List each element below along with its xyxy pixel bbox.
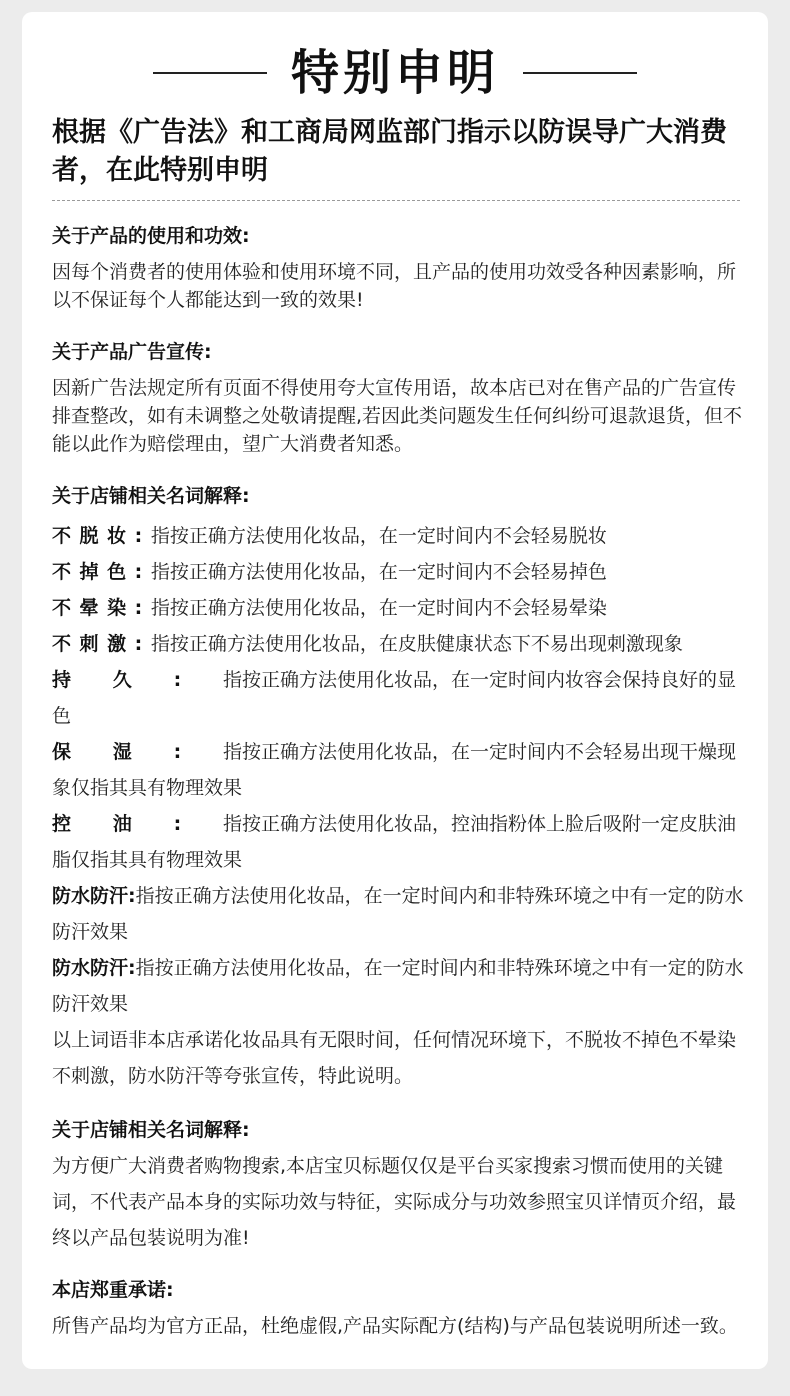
title-right-line xyxy=(523,72,637,74)
term-text: 指按正确方法使用化妆品，在一定时间内不会轻易出现干燥现象仅指其具有物理效果 xyxy=(52,741,737,799)
term-item xyxy=(52,662,747,734)
title-row xyxy=(22,38,768,108)
term-label: 保湿: xyxy=(52,741,223,763)
statement-card xyxy=(22,12,768,1369)
section-body: 所售产品均为官方正品，杜绝虚假,产品实际配方(结构)与产品包装说明所述一致。 xyxy=(52,1315,738,1337)
terms-notice: 以上词语非本店承诺化妆品具有无限时间，任何情况环境下，不脱妆不掉色不晕染不刺激，防水防汗等夸张宣传，特此说明。 xyxy=(52,1029,737,1087)
title-left-line xyxy=(153,72,267,74)
term-item xyxy=(52,554,747,590)
term-text: 指按正确方法使用化妆品，在皮肤健康状态下不易出现刺激现象 xyxy=(150,633,683,655)
section-body: 为方便广大消费者购物搜索,本店宝贝标题仅仅是平台买家搜索习惯而使用的关键词，不代表产品本身的实际功效与特征，实际成分与功效参照宝贝详情页介绍，最终以产品包装说明为准! xyxy=(52,1155,737,1249)
page-subtitle: 根据《广告法》和工商局网监部门指示以防误导广大消费者，在此特别申明 xyxy=(52,117,727,186)
section-promise xyxy=(52,1276,747,1344)
statement-content xyxy=(52,222,747,1344)
term-item xyxy=(52,518,747,554)
term-text: 指按正确方法使用化妆品，在一定时间内不会轻易脱妆 xyxy=(150,525,607,547)
term-text: 指按正确方法使用化妆品，控油指粉体上脸后吸附一定皮肤油脂仅指其具有物理效果 xyxy=(52,813,737,871)
term-item xyxy=(52,734,747,806)
section-heading: 关于产品的使用和功效: xyxy=(52,225,250,247)
section-heading: 关于店铺相关名词解释: xyxy=(52,1119,250,1141)
term-text: 指按正确方法使用化妆品，在一定时间内和非特殊环境之中有一定的防水防汗效果 xyxy=(52,885,744,943)
section-heading: 关于店铺相关名词解释: xyxy=(52,485,250,507)
term-label: 不晕染: xyxy=(52,597,151,619)
section-usage-effect xyxy=(52,222,747,314)
section-keywords xyxy=(52,1116,747,1256)
term-text: 指按正确方法使用化妆品，在一定时间内和非特殊环境之中有一定的防水防汗效果 xyxy=(52,957,744,1015)
section-body: 因新广告法规定所有页面不得使用夸大宣传用语，故本店已对在售产品的广告宣传排查整改，如有未调整之处敬请提醒,若因此类问题发生任何纠纷可退款退货，但不能以此作为赔偿理由，望广大消费者知悉。 xyxy=(52,377,743,455)
page-title: 特别申明 xyxy=(290,45,499,101)
term-item xyxy=(52,626,747,662)
term-item xyxy=(52,806,747,878)
section-body: 因每个消费者的使用体验和使用环境不同，且产品的使用功效受各种因素影响，所以不保证每个人都能达到一致的效果! xyxy=(52,261,737,311)
term-label: 不掉色: xyxy=(52,561,151,583)
term-label: 防水防汗: xyxy=(52,957,136,979)
section-heading: 本店郑重承诺: xyxy=(52,1279,174,1301)
section-terms xyxy=(52,482,747,1094)
term-label: 不脱妆: xyxy=(52,525,151,547)
term-item xyxy=(52,950,747,1022)
term-label: 持久: xyxy=(52,669,223,691)
term-item xyxy=(52,590,747,626)
term-label: 不刺激: xyxy=(52,633,151,655)
term-item xyxy=(52,878,747,950)
terms-list xyxy=(52,518,747,1022)
dashed-divider xyxy=(52,200,740,201)
term-text: 指按正确方法使用化妆品，在一定时间内不会轻易晕染 xyxy=(150,597,607,619)
section-advertising xyxy=(52,338,747,458)
term-label: 控油: xyxy=(52,813,223,835)
term-text: 指按正确方法使用化妆品，在一定时间内妆容会保持良好的显色 xyxy=(52,669,737,727)
term-text: 指按正确方法使用化妆品，在一定时间内不会轻易掉色 xyxy=(150,561,607,583)
term-label: 防水防汗: xyxy=(52,885,136,907)
section-heading: 关于产品广告宣传: xyxy=(52,341,212,363)
